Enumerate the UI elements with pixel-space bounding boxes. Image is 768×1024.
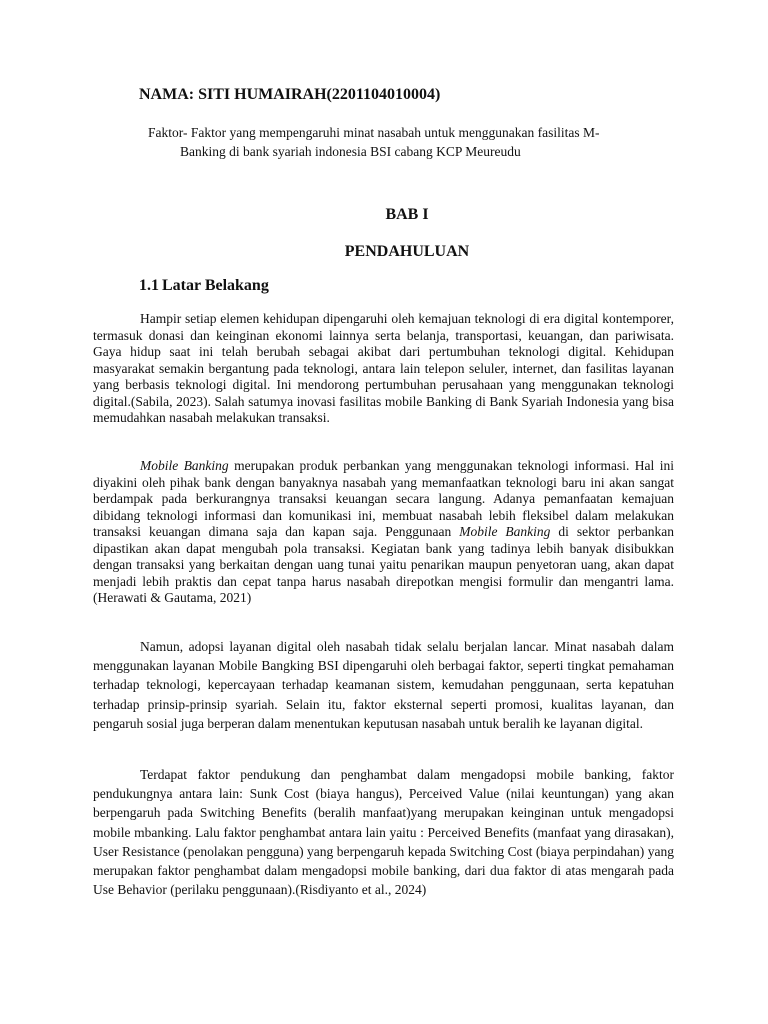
research-topic <box>140 123 680 161</box>
italic-term: Mobile Banking <box>140 458 229 473</box>
paragraph-2-text-a: merupakan produk perbankan yang menggunakan teknologi informasi. Hal ini diyakini oleh pihak bank dengan banyaknya nasabah yang memanfaatkan teknologi baru ini akan sangat berdampak pada berkurangnya transaksi keuangan secara langung. Adanya pemanfaatan kemajuan dibidang teknologi informasi dan komunikasi ini, membuat nasabah lebih fleksibel dalam melakukan transaksi keuangan dimana saja dan kapan saja. Penggunaan <box>93 458 674 539</box>
chapter-title: PENDAHULUAN <box>344 243 470 260</box>
section-title: Latar Belakang <box>162 277 269 294</box>
paragraph-4: Terdapat faktor pendukung dan penghambat dalam mengadopsi mobile banking, faktor pendukungnya antara lain: Sunk Cost (biaya hangus), Perceived Value (nilai keuntungan) yang akan berpengaruh pada Switching Benefits (beralih manfaat)yang merupakan keinginan untuk mengadopsi mobile mbanking. Lalu faktor penghambat antara lain yaitu : Perceived Benefits (manfaat yang dirasakan), User Resistance (penolakan pengguna) yang berpengaruh kepada Switching Cost (biaya perpindahan) yang merupakan faktor penghambat dalam mengadopsi mobile banking, dari dua faktor di atas mengarah pada Use Behavior (perilaku penggunaan).(Risdiyanto et al., 2024) <box>93 767 674 898</box>
section-heading <box>139 277 269 295</box>
paragraph-1: Hampir setiap elemen kehidupan dipengaruhi oleh kemajuan teknologi di era digital kontemporer, termasuk donasi dan keinginan ekonomi lainnya serta belanja, transportasi, keuangan, dan pariwisata. Gaya hidup saat ini telah berubah sebagai akibat dari pertumbuhan teknologi digital. Kehidupan masyarakat semakin bergantung pada teknologi, antara lain telepon seluler, internet, dan fasilitas layanan yang berbasis teknologi digital. Ini mendorong pertumbuhan perusahaan yang menggunakan teknologi digital.(Sabila, 2023). Salah satumya inovasi fasilitas mobile Banking di Bank Syariah Indonesia yang bisa memudahkan nasabah melakukan transaksi. <box>93 311 674 425</box>
research-topic-line-2: Banking di bank syariah indonesia BSI cabang KCP Meureudu <box>180 144 521 159</box>
paragraph-2 <box>93 458 674 607</box>
research-topic-line-1: Faktor- Faktor yang mempengaruhi minat nasabah untuk menggunakan fasilitas M- <box>148 125 600 140</box>
paragraph-3: Namun, adopsi layanan digital oleh nasabah tidak selalu berjalan lancar. Minat nasabah dalam menggunakan layanan Mobile Bangking BSI dipengaruhi oleh berbagai faktor, seperti tingkat pemahaman terhadap teknologi, kepercayaan terhadap keamanan sistem, kemudahan penggunaan, serta kepatuhan terhadap prinsip-prinsip syariah. Selain itu, faktor eksternal seperti promosi, kualitas layanan, dan pengaruh sosial juga berperan dalam menentukan keputusan nasabah untuk beralih ke layanan digital. <box>93 639 674 731</box>
chapter-number: BAB I <box>385 206 429 223</box>
student-name-heading: NAMA: SITI HUMAIRAH(2201104010004) <box>139 86 441 103</box>
italic-term: Mobile Banking <box>459 524 551 539</box>
section-number: 1.1 <box>139 277 159 294</box>
paragraph-2-text-b: di sektor perbankan dipastikan akan dapat mengubah pola transaksi. Kegiatan bank yang tadinya lebih banyak disibukkan dengan transaksi yang berkaitan dengan uang tunai yaitu penarikan maupun penyetoran uang, akan dapat menjadi lebih praktis dan cepat tanpa harus nasabah direpotkan mengisi formulir dan mengantri lama.(Herawati & Gautama, 2021) <box>93 524 675 605</box>
